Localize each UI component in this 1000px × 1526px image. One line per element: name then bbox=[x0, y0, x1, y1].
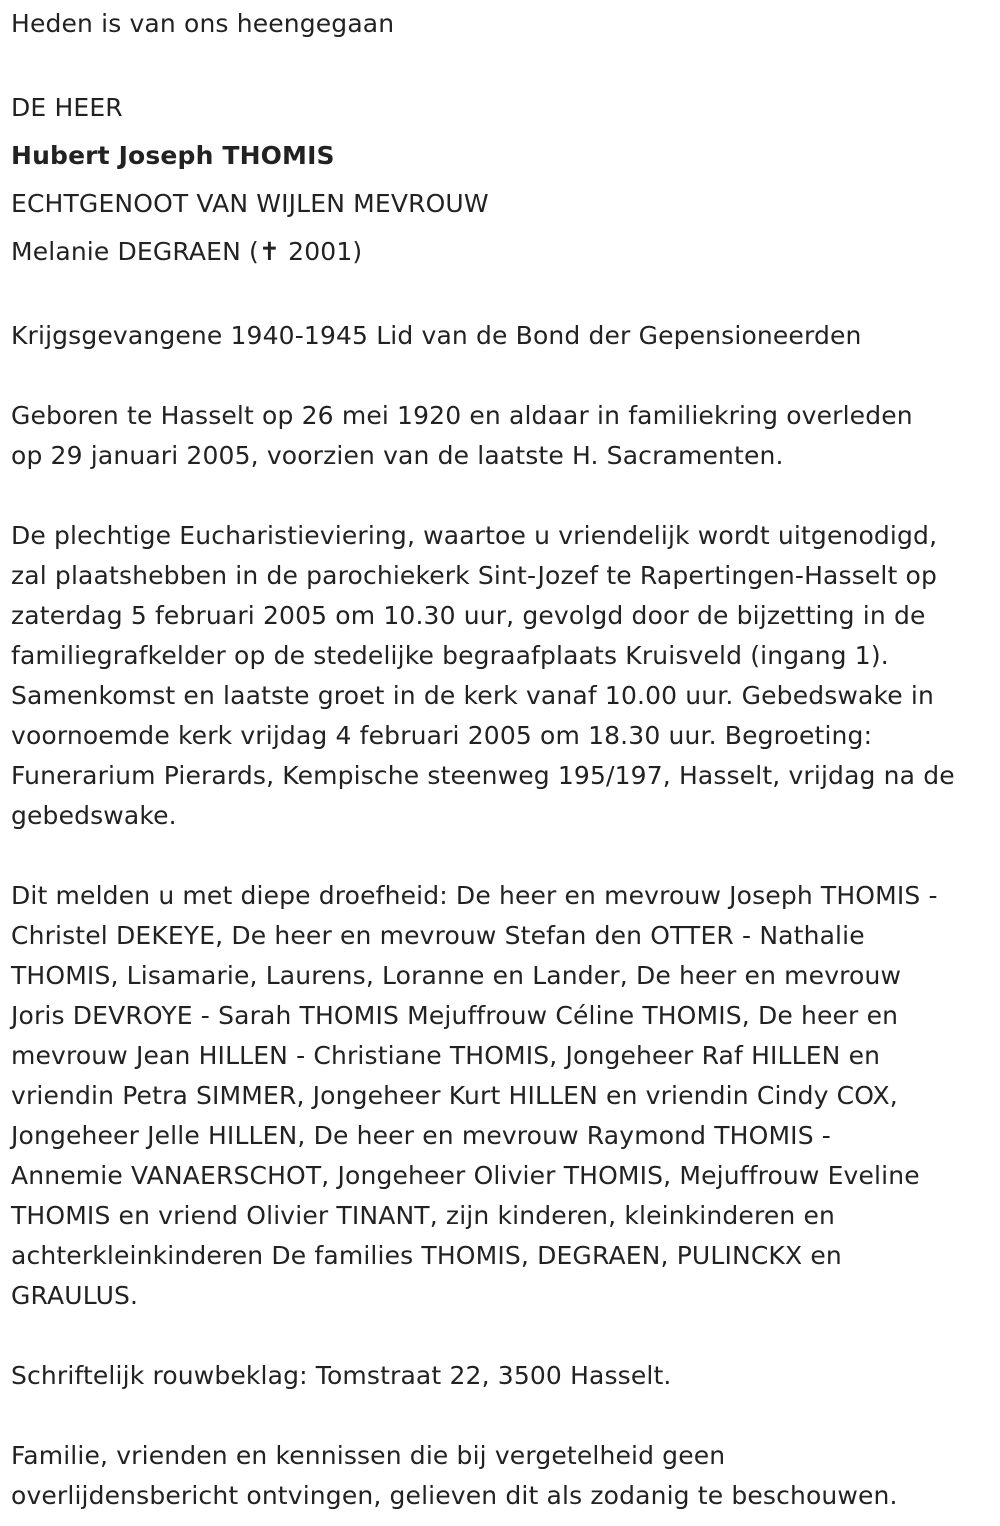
paragraph-line: op 29 januari 2005, voorzien van de laatste H. Sacramenten. bbox=[11, 441, 784, 470]
paragraph-line: overlijdensbericht ontvingen, gelieven dit als zodanig te beschouwen. bbox=[11, 1481, 898, 1510]
paragraph-line: De plechtige Eucharistieviering, waartoe u vriendelijk wordt uitgenodigd, bbox=[11, 521, 938, 550]
paragraph-line: Jongeheer Jelle HILLEN, De heer en mevrouw Raymond THOMIS - bbox=[11, 1121, 831, 1150]
paragraph-line: GRAULUS. bbox=[11, 1281, 139, 1310]
spacer bbox=[11, 836, 993, 876]
paragraph-line: Geboren te Hasselt op 26 mei 1920 en aldaar in familiekring overleden bbox=[11, 401, 913, 430]
ceremony-paragraph bbox=[11, 516, 993, 836]
condolence-address: Schriftelijk rouwbeklag: Tomstraat 22, 3500 Hasselt. bbox=[11, 1361, 672, 1390]
honorific: DE HEER bbox=[11, 93, 123, 122]
spacer bbox=[11, 276, 993, 316]
paragraph-line: Dit melden u met diepe droefheid: De heer en mevrouw Joseph THOMIS - bbox=[11, 881, 938, 910]
spacer bbox=[11, 356, 993, 396]
deceased-block bbox=[11, 84, 993, 276]
spouse-name: Melanie DEGRAEN (✝ 2001) bbox=[11, 237, 363, 266]
paragraph-line: THOMIS en vriend Olivier TINANT, zijn kinderen, kleinkinderen en bbox=[11, 1201, 835, 1230]
paragraph-line: Joris DEVROYE - Sarah THOMIS Mejuffrouw Céline THOMIS, De heer en bbox=[11, 1001, 899, 1030]
family-paragraph bbox=[11, 876, 993, 1316]
paragraph-line: Funerarium Pierards, Kempische steenweg 195/197, Hasselt, vrijdag na de bbox=[11, 761, 955, 790]
paragraph-line: Christel DEKEYE, De heer en mevrouw Stefan den OTTER - Nathalie bbox=[11, 921, 865, 950]
spacer bbox=[11, 476, 993, 516]
paragraph-line: Annemie VANAERSCHOT, Jongeheer Olivier THOMIS, Mejuffrouw Eveline bbox=[11, 1161, 920, 1190]
spacer bbox=[11, 1316, 993, 1356]
spacer bbox=[11, 44, 993, 84]
paragraph-line: vriendin Petra SIMMER, Jongeheer Kurt HILLEN en vriendin Cindy COX, bbox=[11, 1081, 898, 1110]
paragraph-line: THOMIS, Lisamarie, Laurens, Loranne en Lander, De heer en mevrouw bbox=[11, 961, 902, 990]
paragraph-line: Samenkomst en laatste groet in de kerk vanaf 10.00 uur. Gebedswake in bbox=[11, 681, 934, 710]
paragraph-line: Familie, vrienden en kennissen die bij vergetelheid geen bbox=[11, 1441, 726, 1470]
intro-text: Heden is van ons heengegaan bbox=[11, 9, 395, 38]
paragraph-line: gebedswake. bbox=[11, 801, 177, 830]
spouse-relation: ECHTGENOOT VAN WIJLEN MEVROUW bbox=[11, 189, 489, 218]
deceased-name: Hubert Joseph THOMIS bbox=[11, 141, 335, 170]
paragraph-line: voornoemde kerk vrijdag 4 februari 2005 om 18.30 uur. Begroeting: bbox=[11, 721, 873, 750]
paragraph-line: mevrouw Jean HILLEN - Christiane THOMIS, Jongeheer Raf HILLEN en bbox=[11, 1041, 881, 1070]
closing-paragraph bbox=[11, 1436, 993, 1516]
spacer bbox=[11, 1396, 993, 1436]
paragraph-line: familiegrafkelder op de stedelijke begraafplaats Kruisveld (ingang 1). bbox=[11, 641, 889, 670]
paragraph-line: achterkleinkinderen De families THOMIS, DEGRAEN, PULINCKX en bbox=[11, 1241, 842, 1270]
paragraph-line: zaterdag 5 februari 2005 om 10.30 uur, gevolgd door de bijzetting in de bbox=[11, 601, 926, 630]
birth-death-paragraph bbox=[11, 396, 993, 476]
obituary-notice bbox=[11, 4, 993, 1516]
roles-text: Krijgsgevangene 1940-1945 Lid van de Bond der Gepensioneerden bbox=[11, 321, 862, 350]
paragraph-line: zal plaatshebben in de parochiekerk Sint-Jozef te Rapertingen-Hasselt op bbox=[11, 561, 937, 590]
